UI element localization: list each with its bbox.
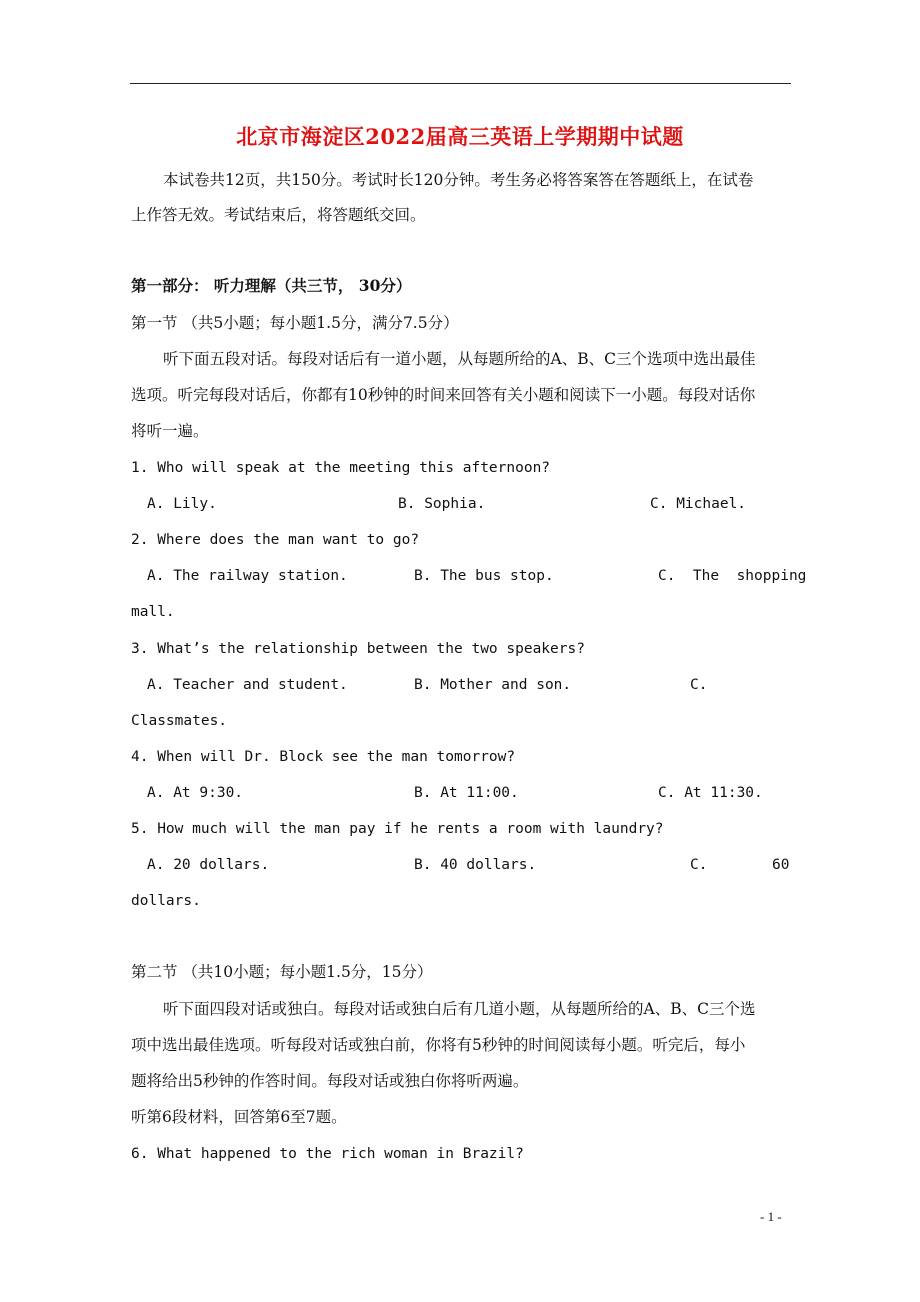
option-a: A. At 9:30. bbox=[147, 785, 244, 801]
question-5: 5. How much will the man pay if he rents a room with laundry? bbox=[131, 821, 664, 837]
option-c: C. The shopping bbox=[658, 568, 807, 584]
section2-heading: 第二节 （共10小题；每小题1.5分，15分） bbox=[131, 963, 433, 981]
option-b: B. The bus stop. bbox=[414, 568, 554, 584]
option-b: B. Sophia. bbox=[398, 496, 486, 512]
option-a: A. Teacher and student. bbox=[147, 677, 348, 693]
section1-instruction: 听下面五段对话。每段对话后有一道小题，从每题所给的A、B、C三个选项中选出最佳 bbox=[163, 350, 756, 368]
option-c: C. Michael. bbox=[650, 496, 747, 512]
option-a: A. 20 dollars. bbox=[147, 857, 270, 873]
option-c: C. bbox=[690, 677, 708, 693]
section2-instruction: 项中选出最佳选项。听每段对话或独白前，你将有5秒钟的时间阅读每小题。听完后，每小 bbox=[131, 1036, 746, 1054]
section1-heading: 第一节 （共5小题；每小题1.5分，满分7.5分） bbox=[131, 314, 459, 332]
question-3: 3. What’s the relationship between the two speakers? bbox=[131, 641, 585, 657]
question-6: 6. What happened to the rich woman in Brazil? bbox=[131, 1146, 524, 1162]
option-a: A. The railway station. bbox=[147, 568, 348, 584]
option-c-continued: mall. bbox=[131, 604, 175, 620]
intro-line-2: 上作答无效。考试结束后，将答题纸交回。 bbox=[131, 206, 426, 224]
section1-instruction: 将听一遍。 bbox=[131, 422, 209, 440]
option-b: B. 40 dollars. bbox=[414, 857, 537, 873]
option-c-continued: Classmates. bbox=[131, 713, 228, 729]
option-b: B. Mother and son. bbox=[414, 677, 572, 693]
option-c-amount: 60 bbox=[772, 857, 790, 873]
question-2: 2. Where does the man want to go? bbox=[131, 532, 420, 548]
part1-heading: 第一部分： 听力理解（共三节， 30分） bbox=[131, 276, 412, 295]
section1-instruction: 选项。听完每段对话后，你都有10秒钟的时间来回答有关小题和阅读下一小题。每段对话你 bbox=[131, 386, 756, 404]
material-instruction: 听第6段材料，回答第6至7题。 bbox=[131, 1108, 347, 1126]
option-c-continued: dollars. bbox=[131, 893, 201, 909]
header-rule bbox=[130, 83, 791, 84]
intro-line-1: 本试卷共12页，共150分。考试时长120分钟。考生务必将答案答在答题纸上，在试卷 bbox=[163, 171, 754, 189]
page-number: - 1 - bbox=[760, 1209, 782, 1224]
section2-instruction: 题将给出5秒钟的作答时间。每段对话或独白你将听两遍。 bbox=[131, 1072, 529, 1090]
question-1: 1. Who will speak at the meeting this afternoon? bbox=[131, 460, 551, 476]
option-a: A. Lily. bbox=[147, 496, 217, 512]
exam-title: 北京市海淀区2022届高三英语上学期期中试题 bbox=[236, 124, 684, 149]
option-c: C. bbox=[690, 857, 708, 873]
option-b: B. At 11:00. bbox=[414, 785, 519, 801]
option-c: C. At 11:30. bbox=[658, 785, 763, 801]
section2-instruction: 听下面四段对话或独白。每段对话或独白后有几道小题，从每题所给的A、B、C三个选 bbox=[163, 1000, 756, 1018]
question-4: 4. When will Dr. Block see the man tomorrow? bbox=[131, 749, 516, 765]
